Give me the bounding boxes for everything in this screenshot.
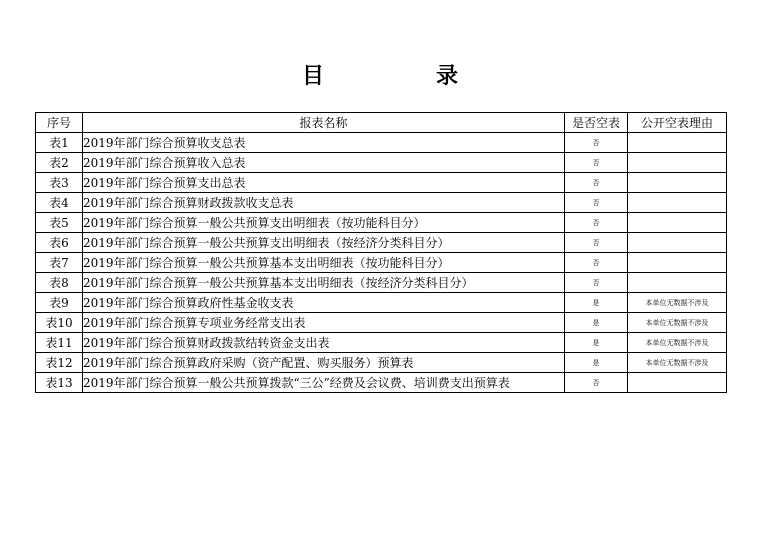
row-reason — [628, 273, 727, 293]
row-reason — [628, 213, 727, 233]
row-empty: 是 — [565, 353, 628, 373]
row-reason — [628, 193, 727, 213]
row-empty: 否 — [565, 173, 628, 193]
table-row — [36, 313, 727, 333]
row-no: 表2 — [36, 153, 83, 173]
row-name: 2019年部门综合预算财政拨款收支总表 — [83, 193, 565, 213]
row-name: 2019年部门综合预算一般公共预算拨款“三公”经费及会议费、培训费支出预算表 — [83, 373, 565, 393]
row-reason — [628, 133, 727, 153]
row-name: 2019年部门综合预算财政拨款结转资金支出表 — [83, 333, 565, 353]
table-row — [36, 373, 727, 393]
row-name: 2019年部门综合预算政府性基金收支表 — [83, 293, 565, 313]
row-empty: 否 — [565, 193, 628, 213]
row-name: 2019年部门综合预算一般公共预算基本支出明细表（按功能科目分） — [83, 253, 565, 273]
row-empty: 是 — [565, 333, 628, 353]
row-no: 表10 — [36, 313, 83, 333]
row-empty: 否 — [565, 233, 628, 253]
row-empty: 否 — [565, 273, 628, 293]
row-no: 表1 — [36, 133, 83, 153]
row-empty: 否 — [565, 253, 628, 273]
row-name: 2019年部门综合预算收支总表 — [83, 133, 565, 153]
table-row — [36, 273, 727, 293]
table-row — [36, 193, 727, 213]
row-empty: 否 — [565, 373, 628, 393]
table-row — [36, 153, 727, 173]
row-no: 表6 — [36, 233, 83, 253]
header-reason: 公开空表理由 — [628, 113, 727, 133]
header-empty: 是否空表 — [565, 113, 628, 133]
row-no: 表13 — [36, 373, 83, 393]
title-char-2: 录 — [436, 64, 459, 89]
row-empty: 是 — [565, 293, 628, 313]
row-name: 2019年部门综合预算政府采购（资产配置、购买服务）预算表 — [83, 353, 565, 373]
row-reason: 本单位无数据不涉及 — [628, 333, 727, 353]
row-no: 表11 — [36, 333, 83, 353]
row-reason: 本单位无数据不涉及 — [628, 353, 727, 373]
row-no: 表12 — [36, 353, 83, 373]
row-name: 2019年部门综合预算专项业务经常支出表 — [83, 313, 565, 333]
row-reason — [628, 373, 727, 393]
row-reason: 本单位无数据不涉及 — [628, 293, 727, 313]
row-no: 表3 — [36, 173, 83, 193]
table-row — [36, 253, 727, 273]
header-name: 报表名称 — [83, 113, 565, 133]
row-no: 表8 — [36, 273, 83, 293]
table-header-row — [36, 113, 727, 133]
row-name: 2019年部门综合预算收入总表 — [83, 153, 565, 173]
row-reason — [628, 173, 727, 193]
table-row — [36, 293, 727, 313]
table-row — [36, 233, 727, 253]
row-empty: 否 — [565, 153, 628, 173]
row-no: 表4 — [36, 193, 83, 213]
row-name: 2019年部门综合预算一般公共预算基本支出明细表（按经济分类科目分） — [83, 273, 565, 293]
row-name: 2019年部门综合预算一般公共预算支出明细表（按经济分类科目分） — [83, 233, 565, 253]
row-name: 2019年部门综合预算支出总表 — [83, 173, 565, 193]
table-row — [36, 213, 727, 233]
table-row — [36, 333, 727, 353]
page-title — [0, 62, 760, 92]
catalog-table — [35, 112, 727, 393]
row-reason — [628, 253, 727, 273]
title-char-1: 目 — [302, 64, 325, 89]
row-empty: 否 — [565, 133, 628, 153]
row-empty: 否 — [565, 213, 628, 233]
row-no: 表7 — [36, 253, 83, 273]
table-row — [36, 133, 727, 153]
row-no: 表5 — [36, 213, 83, 233]
row-name: 2019年部门综合预算一般公共预算支出明细表（按功能科目分） — [83, 213, 565, 233]
table-row — [36, 173, 727, 193]
row-reason — [628, 153, 727, 173]
header-no: 序号 — [36, 113, 83, 133]
row-reason: 本单位无数据不涉及 — [628, 313, 727, 333]
row-no: 表9 — [36, 293, 83, 313]
row-reason — [628, 233, 727, 253]
row-empty: 是 — [565, 313, 628, 333]
table-row — [36, 353, 727, 373]
